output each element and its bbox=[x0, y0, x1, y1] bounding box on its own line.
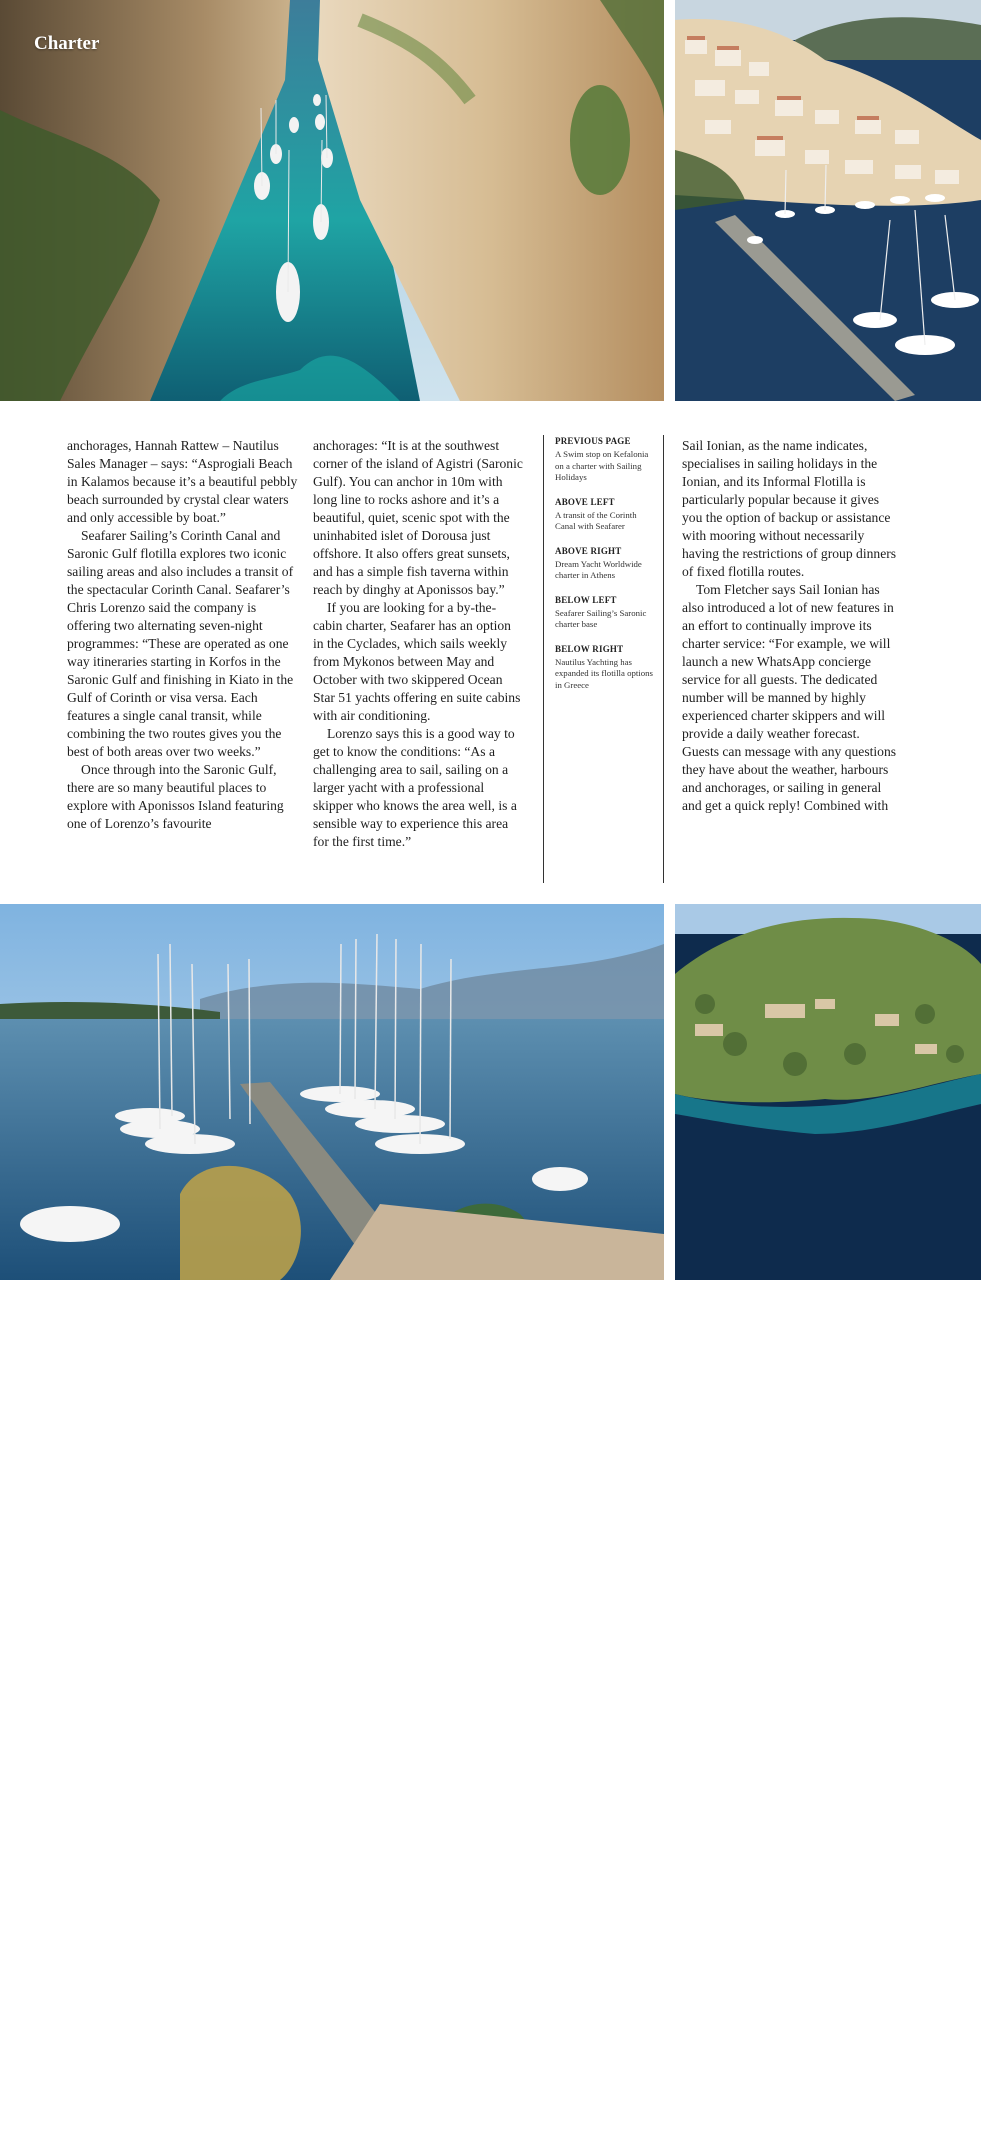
saronic-marina-photo bbox=[0, 904, 664, 2156]
paragraph: Sail Ionian, as the name indicates, specialises in sailing holidays in the Ionian, and its Informal Flotilla is particularly popular because it gives you the option of backup or assistance with mooring without necessarily having the restrictions of group dinners of fixed flotilla routes. bbox=[682, 438, 897, 579]
caption bbox=[555, 497, 655, 533]
caption-heading: BELOW RIGHT bbox=[555, 643, 624, 654]
article-column-3 bbox=[682, 437, 898, 815]
caption-text: Seafarer Sailing’s Saronic charter base bbox=[555, 607, 647, 629]
column-divider bbox=[543, 435, 544, 883]
column-divider bbox=[663, 435, 664, 883]
caption-heading: BELOW LEFT bbox=[555, 594, 617, 605]
paragraph: Seafarer Sailing’s Corinth Canal and Saronic Gulf flotilla explores two iconic sailing areas and also includes a transit of the spectacular Corinth Canal. Seafarer’s Chris Lorenzo said the company is offering two alternating seven-night programmes: “These are operated as one way itineraries starting in Korfos in the Saronic Gulf and finishing in Kiato in the Gulf of Corinth or visa versa. Each features a single canal transit, while combining the two routes gives you the best of both areas over two weeks.” bbox=[67, 528, 294, 759]
ionian-coast-photo bbox=[675, 904, 981, 1280]
paragraph: Once through into the Saronic Gulf, there are so many beautiful places to explore with Aponissos Island featuring one of Lorenzo’s favourite bbox=[67, 762, 284, 831]
caption bbox=[555, 644, 655, 692]
paragraph: Lorenzo says this is a good way to get to know the conditions: “As a challenging area to sail, sailing on a larger yacht with a professional skipper who knows the area well, is a sensible way to experience this area for the first time.” bbox=[313, 726, 517, 849]
caption bbox=[555, 436, 655, 484]
page-number: 92 bbox=[35, 2145, 46, 2156]
photo-captions bbox=[555, 436, 655, 704]
publication-name: Sailing Today with Yachts & Yachting bbox=[114, 2145, 270, 2156]
caption-text: A transit of the Corinth Canal with Seafarer bbox=[555, 509, 637, 531]
caption-text: Nautilus Yachting has expanded its flotilla options in Greece bbox=[555, 656, 653, 690]
caption bbox=[555, 595, 655, 631]
caption-heading: ABOVE RIGHT bbox=[555, 545, 622, 556]
paragraph: Tom Fletcher says Sail Ionian has also introduced a lot of new features in an effort to continually improve its charter service: “For example, we will launch a new WhatsApp concierge service for all guests. The dedicated number will be manned by highly experienced charter skippers and will provide a daily weather forecast. Guests can message with any questions they have about the weather, harbours and anchorages, or sailing in general and get a quick reply! Combined with bbox=[682, 582, 897, 813]
page-footer bbox=[35, 2145, 269, 2156]
paragraph: anchorages, Hannah Rattew – Nautilus Sales Manager – says: “Asprogiali Beach in Kalamos because it’s a beautiful pebbly beach surrounded by crystal clear waters and only accessible by boat.” bbox=[67, 438, 298, 525]
issue-month: MARCH 2025 bbox=[51, 2145, 111, 2156]
caption-heading: ABOVE LEFT bbox=[555, 496, 615, 507]
corinth-canal-aerial-photo bbox=[0, 0, 664, 401]
caption-text: A Swim stop on Kefalonia on a charter with Sailing Holidays bbox=[555, 449, 649, 482]
caption-text: Dream Yacht Worldwide charter in Athens bbox=[555, 558, 642, 580]
section-label: Charter bbox=[34, 33, 100, 54]
paragraph: anchorages: “It is at the southwest corner of the island of Agistri (Saronic Gulf). You can anchor in 10m with long line to rocks ashore and it’s a beautiful, quiet, scenic spot with the uninhabited islet of Dorousa just offshore. It also offers great sunsets, and has a simple fish taverna within reach by dinghy at Aponissos bay.” bbox=[313, 438, 523, 597]
athens-harbour-photo bbox=[675, 0, 981, 401]
paragraph: If you are looking for a by-the-cabin charter, Seafarer has an option in the Cyclades, which sails weekly from Mykonos between May and October with two skippered Ocean Star 51 yachts offering en suite cabins with air conditioning. bbox=[313, 600, 521, 723]
caption-heading: PREVIOUS PAGE bbox=[555, 436, 631, 446]
caption bbox=[555, 546, 655, 582]
article-column-1 bbox=[67, 437, 299, 833]
article-column-2 bbox=[313, 437, 523, 851]
